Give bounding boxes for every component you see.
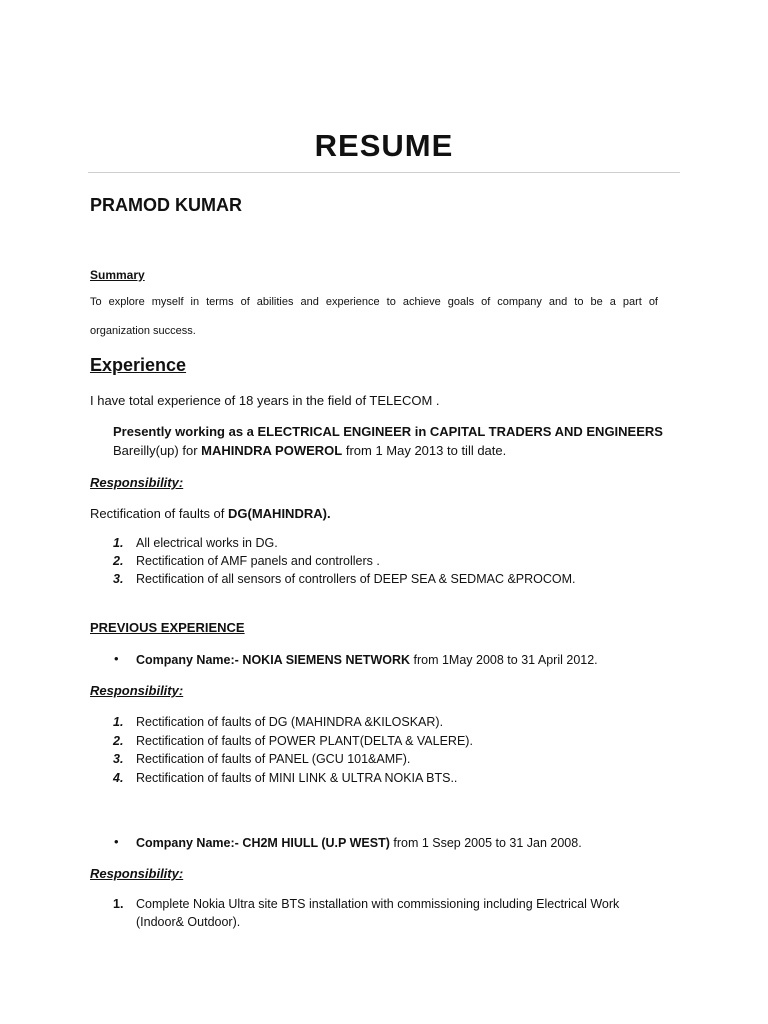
present-company: CAPITAL TRADERS AND ENGINEERS: [429, 424, 663, 439]
present-prefix: Presently working as a: [113, 424, 258, 439]
present-job-line-2: [113, 443, 506, 458]
list-item: Rectification of faults of DG (MAHINDRA &KILOSKAR).: [136, 715, 444, 729]
previous-job-2: [136, 835, 582, 850]
rectification-prefix: Rectification of faults of: [90, 506, 229, 521]
company-name: NOKIA SIEMENS NETWORK: [242, 653, 411, 667]
list-number: 1.: [113, 897, 124, 911]
list-number: 1.: [113, 715, 124, 729]
list-item: Complete Nokia Ultra site BTS installation with commissioning including Electrical Work: [136, 897, 620, 911]
total-experience-text: I have total experience of 18 years in the field of TELECOM .: [90, 393, 440, 408]
company-dates: from 1May 2008 to 31 April 2012.: [410, 653, 598, 667]
summary-heading: Summary: [90, 268, 145, 282]
present-role: ELECTRICAL ENGINEER: [257, 424, 412, 439]
list-item: All electrical works in DG.: [136, 536, 278, 550]
experience-heading: Experience: [90, 355, 187, 375]
summary-line-2: organization success.: [90, 325, 196, 337]
responsibility-heading: Responsibility:: [90, 475, 184, 490]
present-dates: from 1 May 2013 to till date.: [342, 443, 507, 458]
title-divider: [88, 172, 680, 173]
rectification-line: [90, 506, 331, 521]
present-location: Bareilly(up) for: [113, 443, 202, 458]
list-number: 3.: [113, 752, 124, 766]
list-item: Rectification of AMF panels and controllers .: [136, 554, 380, 568]
list-item: Rectification of faults of MINI LINK & ULTRA NOKIA BTS..: [136, 771, 458, 785]
candidate-name: PRAMOD KUMAR: [90, 195, 242, 215]
company-label: Company Name:-: [136, 653, 239, 667]
list-item: Rectification of faults of PANEL (GCU 101&AMF).: [136, 752, 411, 766]
present-job-line-1: [113, 424, 663, 439]
list-number: 2.: [113, 734, 124, 748]
responsibility-heading: Responsibility:: [90, 683, 184, 698]
list-item: Rectification of faults of POWER PLANT(DELTA & VALERE).: [136, 734, 473, 748]
responsibility-heading: Responsibility:: [90, 866, 184, 881]
page-title: RESUME: [314, 128, 454, 163]
company-label: Company Name:-: [136, 836, 239, 850]
present-mid: in: [411, 424, 430, 439]
bullet-icon: •: [114, 834, 119, 849]
list-number: 2.: [113, 554, 124, 568]
list-number: 3.: [113, 572, 124, 586]
rectification-bold: DG(MAHINDRA).: [228, 506, 331, 521]
previous-experience-heading: PREVIOUS EXPERIENCE: [90, 620, 245, 635]
company-name: CH2M HIULL (U.P WEST): [242, 836, 390, 850]
present-client: MAHINDRA POWEROL: [201, 443, 343, 458]
list-number: 4.: [113, 771, 124, 785]
previous-job-1: [136, 652, 598, 667]
summary-line-1: To explore myself in terms of abilities and experience to achieve goals of company and to be a part of: [90, 296, 658, 308]
list-item-continuation: (Indoor& Outdoor).: [136, 915, 241, 929]
list-number: 1.: [113, 536, 124, 550]
list-item: Rectification of all sensors of controllers of DEEP SEA & SEDMAC &PROCOM.: [136, 572, 576, 586]
company-dates: from 1 Ssep 2005 to 31 Jan 2008.: [389, 836, 582, 850]
bullet-icon: •: [114, 651, 119, 666]
